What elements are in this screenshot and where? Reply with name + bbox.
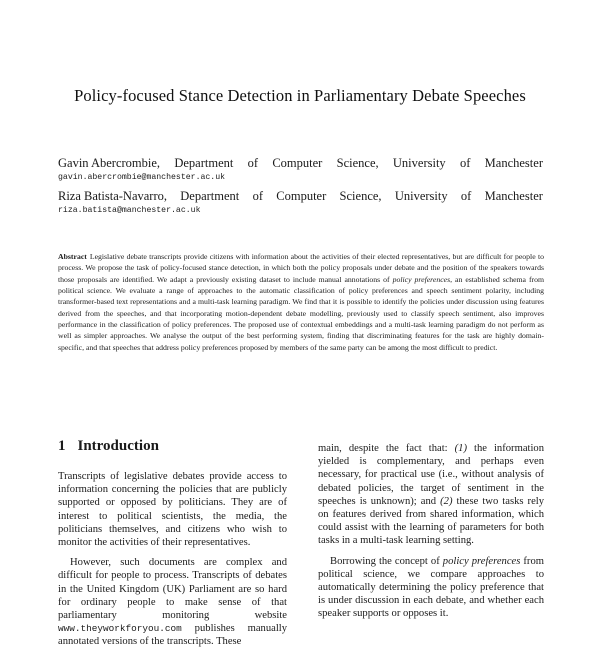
affiliation-word: of bbox=[252, 189, 263, 203]
affiliation-word: Manchester bbox=[484, 189, 543, 203]
abstract-text: Legislative debate transcripts provide citizens with information about the activities of their elected representatives, but are difficult for people to process. We propose the task of policy-focused stance detection, in which both the policy proposals under debate and the position of the speakers towards those proposals are identified. We adapt a previously existing dataset to include manual annotations of bbox=[58, 252, 544, 284]
affiliation-word: University bbox=[392, 156, 446, 170]
body-text: from political science, we compare approaches to automatically determining the policy preference that is under discussion in each debate, and whether each speaker supports or opposes it. bbox=[318, 555, 544, 620]
affiliation-word: Science, bbox=[336, 156, 379, 170]
affiliation-word: of bbox=[460, 189, 472, 203]
body-paragraph bbox=[318, 442, 544, 548]
author-affiliation-line bbox=[58, 155, 543, 171]
left-column bbox=[58, 437, 287, 649]
section-title: Introduction bbox=[77, 438, 159, 454]
body-paragraph: Transcripts of legislative debates provide access to information concerning the policies that are publicly supported or opposed by politicians. They are of interest to political scientists, the media, the politicians themselves, and citizens who wish to monitor the activities of their representatives. bbox=[58, 471, 287, 549]
body-text: main, despite the fact that: bbox=[318, 443, 448, 454]
body-text: However, such documents are complex and difficult for people to process. Transcripts of debates in the United Kingdom (UK) Parliament are so hard for ordinary people to make sense of that parliamentary monitoring website bbox=[58, 557, 287, 622]
abstract-emphasis: policy preferences bbox=[392, 274, 451, 284]
affiliation-word: University bbox=[394, 189, 448, 203]
affiliation-word: Department bbox=[180, 189, 240, 203]
body-text: publishes manually annotated versions of the transcripts. These bbox=[58, 623, 287, 648]
abstract-label: Abstract bbox=[58, 252, 87, 261]
abstract-text: , an established schema from political science. We evaluate a range of approaches to the automatic classification of policy preferences and speech sentiment polarity, including transformer-based text representations and a multi-task learning paradigm. We find that it is possible to identify the policies under discussion using features derived from the speeches, and that incorporating motion-dependent debate modelling, previously used to classify speech sentiment, also improves performance in the classification of policy preferences. The proposed use of contextual embeddings and a multi-task learning paradigm do not perform as well as simpler approaches. We analyse the output of the best performing system, finding that discriminating features for the task are highly domain-specific, and that speeches that address policy preferences proposed by members of the same party can be among the most difficult to predict. bbox=[58, 274, 545, 352]
term-emphasis: policy preferences bbox=[442, 555, 521, 567]
author-name: Riza Batista-Navarro, bbox=[58, 189, 167, 203]
author-email[interactable]: riza.batista@manchester.ac.uk bbox=[58, 206, 201, 215]
author-block-2 bbox=[58, 188, 543, 217]
right-column bbox=[318, 442, 544, 621]
affiliation-word: of bbox=[459, 156, 471, 170]
affiliation-word: of bbox=[247, 156, 259, 170]
author-block-1 bbox=[58, 155, 543, 184]
body-text: Borrowing the concept of bbox=[330, 555, 440, 567]
affiliation-word: Science, bbox=[339, 189, 382, 203]
website-url[interactable]: www.theyworkforyou.com bbox=[58, 623, 182, 635]
author-name: Gavin Abercrombie, bbox=[58, 156, 161, 170]
enumeration-marker: (1) bbox=[454, 443, 467, 454]
affiliation-word: Manchester bbox=[484, 156, 543, 170]
paper-title: Policy-focused Stance Detection in Parliamentary Debate Speeches bbox=[74, 86, 526, 105]
body-paragraph bbox=[58, 556, 287, 648]
affiliation-word: Computer bbox=[276, 189, 327, 203]
author-email[interactable]: gavin.abercrombie@manchester.ac.uk bbox=[58, 173, 226, 182]
author-affiliation-line bbox=[58, 188, 543, 204]
body-paragraph bbox=[318, 555, 544, 621]
enumeration-marker: (2) bbox=[440, 495, 453, 507]
section-number: 1 bbox=[58, 438, 66, 454]
affiliation-word: Department bbox=[174, 156, 234, 170]
body-text: these two tasks rely on features derived from shared information, which could assist with the learning of parameters for both tasks in a multi-task learning setting. bbox=[318, 495, 545, 547]
body-text: the information yielded is complementary, and perhaps even necessary, for practical use (i.e., without analysis of debated policies, the target of sentiment in the speeches is unknown); and bbox=[318, 443, 544, 507]
section-heading bbox=[58, 437, 287, 455]
affiliation-word: Computer bbox=[272, 156, 323, 170]
abstract bbox=[58, 251, 544, 353]
